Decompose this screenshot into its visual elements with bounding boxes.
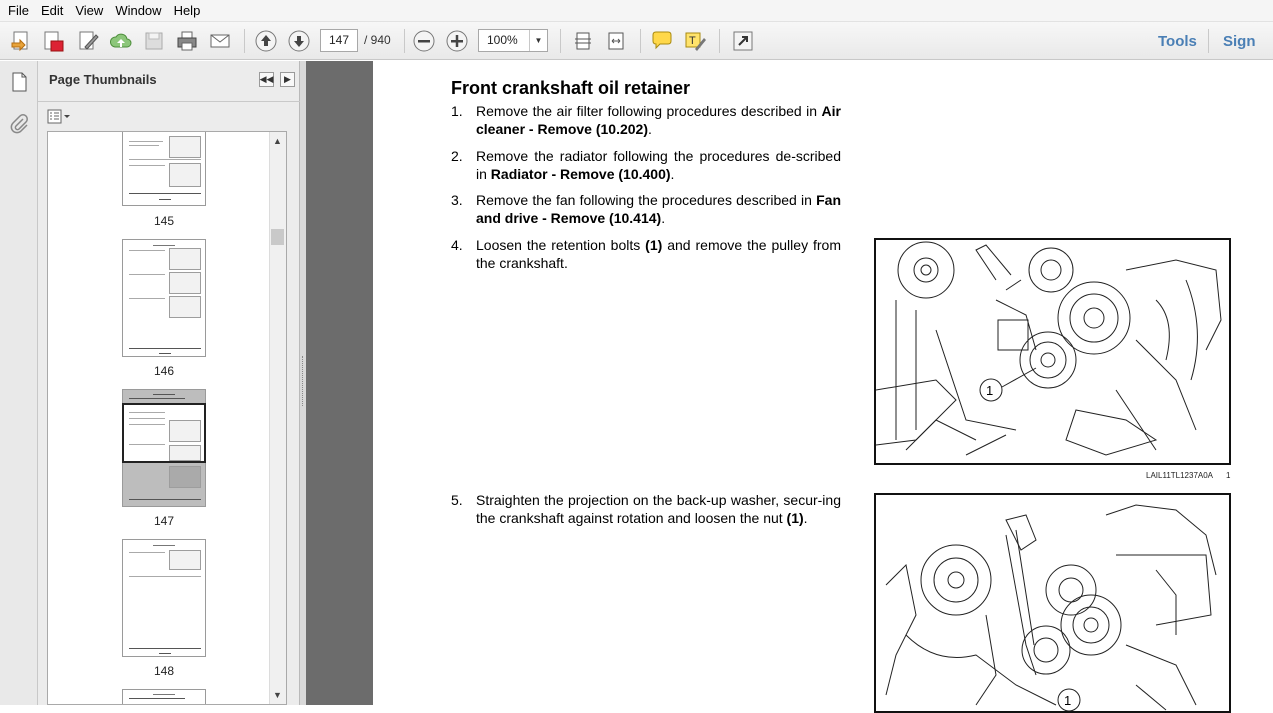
sign-link[interactable]: Sign [1223,33,1256,50]
thumbnail-label: 148 [153,664,175,678]
save-icon[interactable] [141,28,167,54]
step-1 [451,103,841,138]
zoom-out-icon[interactable] [411,28,437,54]
thumbnail-label: 146 [153,364,175,378]
menu-help[interactable]: Help [173,2,201,18]
page-number-input[interactable]: 147 [320,29,358,52]
step-text: . [803,509,808,526]
chevron-down-icon[interactable]: ▼ [529,30,547,51]
figure-engine-pulley [874,238,1231,465]
toolbar [0,22,1273,60]
menu-view[interactable]: View [75,2,104,18]
step-number: 3. [451,192,463,208]
next-page-icon[interactable] [286,28,312,54]
thumbnail-page[interactable] [122,131,206,206]
scroll-up-icon[interactable]: ▲ [273,136,282,146]
fit-page-icon[interactable] [570,28,596,54]
figure-caption: LAIL11TL1237A0A [1146,471,1214,480]
step-text: . [670,165,675,182]
email-icon[interactable] [207,28,233,54]
document-background [306,61,373,705]
step-number: 4. [451,237,463,253]
navigation-strip [0,61,38,705]
step-link: Radiator - Remove (10.400) [490,165,671,182]
step-text: and remove the pulley from the crankshaft. [476,237,841,271]
page-title: Front crankshaft oil retainer [451,78,691,98]
engine-drawing [876,240,1229,463]
step-text: . [647,120,652,137]
thumbnail-options-icon[interactable] [47,108,73,126]
step-number: 5. [451,492,463,508]
scroll-down-icon[interactable]: ▼ [273,690,282,700]
thumbnail-label: 145 [153,214,175,228]
create-pdf-icon[interactable] [8,28,34,54]
comment-icon[interactable] [649,28,675,54]
page-thumbnails-icon[interactable] [8,71,30,93]
step-3 [451,192,841,227]
figure-callout: 1 [986,383,994,398]
menu-bar [0,0,1273,22]
step-text: Remove the air filter following procedures described in [476,103,822,119]
step-link: Fan and drive - Remove (10.414) [476,192,841,226]
zoom-in-icon[interactable] [444,28,470,54]
thumbnail-page-selected[interactable] [122,389,206,507]
step-text: Remove the radiator following the procedures de-scribed in [476,148,841,182]
upload-icon[interactable] [108,28,134,54]
scroll-thumb[interactable] [271,229,284,245]
fit-width-icon[interactable] [603,28,629,54]
thumbnail-label: 147 [153,514,175,528]
attachments-icon[interactable] [8,113,30,135]
expand-panel-icon[interactable]: ▶ [280,72,295,87]
thumbnails-panel [38,61,300,705]
menu-file[interactable]: File [8,2,29,18]
menu-edit[interactable]: Edit [40,2,64,18]
step-number: 1. [451,103,463,119]
svg-text:T: T [689,35,696,47]
step-callout: (1) [786,509,804,526]
zoom-select[interactable] [478,29,548,52]
step-text: Straighten the projection on the back-up washer, secur-ing the crankshaft against rotation and loosen the nut [476,492,841,526]
tools-link[interactable]: Tools [1158,33,1197,50]
page-total: / 940 [364,33,391,47]
step-callout: (1) [645,237,663,253]
step-text: Loosen the retention bolts [476,237,646,253]
menu-window[interactable]: Window [115,2,162,18]
step-number: 2. [451,148,463,164]
thumbnail-list [47,131,287,705]
panel-title: Page Thumbnails [49,72,157,87]
thumbnail-scrollbar[interactable] [269,132,286,704]
step-5 [451,492,841,527]
collapse-panel-icon[interactable]: ◀◀ [259,72,274,87]
step-link: Air cleaner - Remove (10.202) [476,103,841,137]
step-4 [451,237,841,272]
figure-callout: 1 [1064,693,1072,708]
document-page [373,61,1273,708]
step-text: Remove the fan following the procedures described in [476,192,817,208]
print-icon[interactable] [174,28,200,54]
figure-number: 1 [1226,471,1231,480]
combine-files-icon[interactable] [41,28,67,54]
thumbnail-page[interactable] [122,239,206,357]
thumbnail-page[interactable] [122,539,206,657]
edit-pdf-icon[interactable] [75,28,101,54]
fullscreen-icon[interactable] [730,28,756,54]
zoom-value: 100% [487,33,518,47]
engine-drawing [876,495,1229,711]
previous-page-icon[interactable] [253,28,279,54]
highlight-icon[interactable] [682,28,708,54]
thumbnail-page[interactable] [122,689,206,705]
step-text: . [661,209,666,226]
figure-crankshaft-nut [874,493,1231,713]
step-2 [451,148,841,183]
